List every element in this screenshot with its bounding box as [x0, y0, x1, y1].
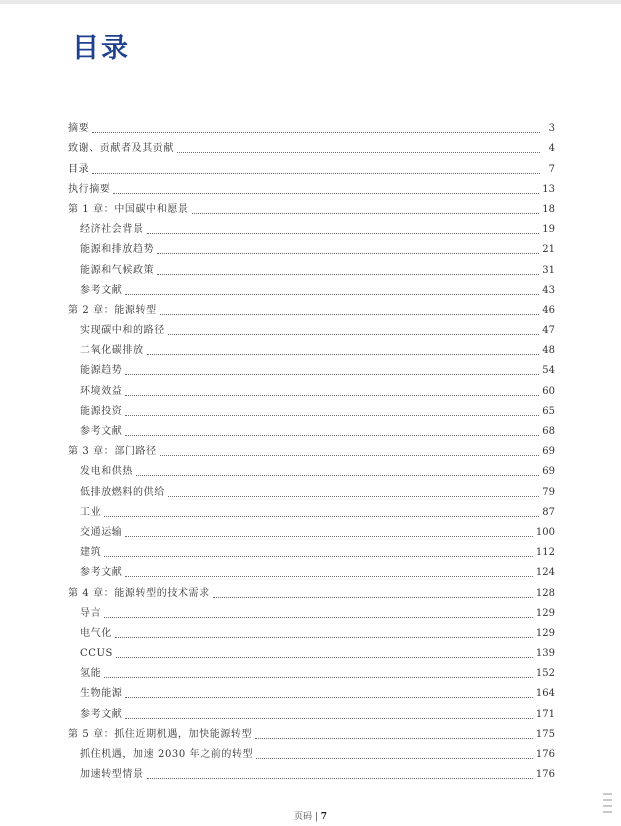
toc-subentry[interactable]	[68, 620, 555, 640]
toc-leader-dots	[125, 696, 533, 698]
toc-subentry[interactable]	[68, 600, 555, 620]
toc-leader-dots	[115, 636, 533, 638]
toc-leader-dots	[157, 252, 539, 254]
toc-entry-label: 摘要	[68, 123, 90, 135]
toc-entry-label: 参考文献	[80, 708, 123, 720]
toc-leader-dots	[125, 394, 539, 396]
toc-entry[interactable]	[68, 176, 555, 196]
toc-subentry[interactable]	[68, 256, 555, 276]
scroll-indicator-icon	[603, 793, 612, 813]
toc-entry-label: 加速转型情景	[80, 769, 144, 781]
toc-entry-label: 第 5 章：抓住近期机遇，加快能源转型	[68, 728, 253, 740]
toc-subentry[interactable]	[68, 499, 555, 519]
toc-entry-label: 参考文献	[80, 284, 123, 296]
footer-label: 页码	[293, 812, 312, 822]
toc-entry-label: 建筑	[80, 547, 102, 559]
toc-leader-dots	[116, 656, 533, 658]
toc-entry-label: 低排放燃料的供给	[80, 486, 165, 498]
toc-leader-dots	[125, 535, 533, 537]
toc-subentry[interactable]	[68, 357, 555, 377]
toc-leader-dots	[104, 676, 533, 678]
toc-page-number: 65	[542, 405, 555, 417]
toc-leader-dots	[147, 777, 533, 779]
toc-leader-dots	[125, 434, 539, 436]
toc-leader-dots	[213, 596, 533, 598]
table-of-contents	[68, 115, 555, 781]
top-border	[0, 0, 621, 4]
toc-leader-dots	[255, 737, 533, 739]
toc-subentry[interactable]	[68, 277, 555, 297]
toc-page-number: 19	[542, 224, 555, 236]
toc-page-number: 60	[542, 385, 555, 397]
toc-entry-label: 实现碳中和的路径	[80, 325, 165, 337]
toc-entry-label: 二氧化碳排放	[80, 345, 144, 357]
toc-leader-dots	[125, 575, 533, 577]
toc-page-number: 152	[535, 668, 555, 680]
toc-leader-dots	[125, 414, 539, 416]
toc-entry-label: 第 4 章：能源转型的技术需求	[68, 587, 210, 599]
toc-page-number: 3	[548, 123, 555, 135]
toc-entry-label: 执行摘要	[68, 183, 111, 195]
toc-leader-dots	[92, 131, 540, 133]
toc-leader-dots	[113, 192, 539, 194]
toc-leader-dots	[136, 474, 539, 476]
toc-page-number: 47	[542, 325, 555, 337]
toc-subentry[interactable]	[68, 700, 555, 720]
toc-entry-label: 交通运输	[80, 526, 123, 538]
toc-entry[interactable]	[68, 297, 555, 317]
toc-subentry[interactable]	[68, 640, 555, 660]
toc-subentry[interactable]	[68, 377, 555, 397]
footer-page-number: 7	[320, 812, 328, 822]
toc-leader-dots	[92, 172, 540, 174]
toc-entry[interactable]	[68, 438, 555, 458]
toc-entry[interactable]	[68, 196, 555, 216]
toc-leader-dots	[104, 616, 533, 618]
toc-subentry[interactable]	[68, 539, 555, 559]
toc-entry-label: 第 1 章：中国碳中和愿景	[68, 203, 189, 215]
toc-entry-label: 发电和供热	[80, 466, 133, 478]
toc-subentry[interactable]	[68, 418, 555, 438]
toc-leader-dots	[168, 495, 539, 497]
toc-subentry[interactable]	[68, 317, 555, 337]
toc-leader-dots	[157, 273, 539, 275]
toc-subentry[interactable]	[68, 216, 555, 236]
toc-page-number: 139	[535, 648, 555, 660]
toc-subentry[interactable]	[68, 458, 555, 478]
toc-subentry[interactable]	[68, 741, 555, 761]
toc-page-number: 69	[542, 446, 555, 458]
footer-separator: |	[314, 812, 318, 822]
toc-page-number: 68	[542, 426, 555, 437]
toc-page-number: 100	[535, 526, 555, 538]
toc-page-number: 176	[535, 769, 555, 781]
toc-leader-dots	[192, 212, 540, 214]
toc-entry-label: 第 2 章：能源转型	[68, 304, 157, 316]
toc-page-number: 124	[535, 567, 555, 579]
toc-entry-label: 目录	[68, 163, 90, 175]
toc-entry[interactable]	[68, 721, 555, 741]
toc-page-number: 18	[542, 203, 555, 215]
toc-leader-dots	[104, 515, 539, 517]
toc-entry-label: 参考文献	[80, 426, 123, 437]
toc-page-number: 129	[535, 607, 555, 619]
toc-page-number: 69	[542, 466, 555, 478]
toc-entry-label: 环境效益	[80, 385, 123, 397]
toc-leader-dots	[125, 373, 539, 375]
toc-page-number: 7	[548, 163, 555, 175]
toc-page-number: 13	[542, 183, 555, 195]
toc-page-number: 21	[542, 244, 555, 256]
toc-subentry[interactable]	[68, 680, 555, 700]
toc-subentry[interactable]	[68, 519, 555, 539]
toc-entry-label: 导言	[80, 607, 102, 619]
toc-page-number: 4	[548, 143, 555, 155]
toc-entry[interactable]	[68, 155, 555, 175]
page-title: 目录	[72, 33, 130, 64]
toc-entry-label: 工业	[80, 506, 102, 518]
toc-page-number: 112	[535, 547, 555, 559]
toc-entry-label: 经济社会背景	[80, 224, 144, 236]
toc-entry-label: 能源和气候政策	[80, 264, 155, 276]
toc-subentry[interactable]	[68, 761, 555, 781]
toc-entry[interactable]	[68, 579, 555, 599]
toc-page-number: 31	[542, 264, 555, 276]
toc-leader-dots	[147, 353, 540, 355]
toc-page-number: 46	[542, 304, 555, 316]
toc-entry-label: 致谢、贡献者及其贡献	[68, 143, 174, 155]
toc-leader-dots	[256, 757, 533, 759]
toc-leader-dots	[168, 333, 539, 335]
toc-entry-label: 生物能源	[80, 688, 123, 700]
page-footer	[0, 809, 621, 822]
toc-page-number: 54	[542, 365, 555, 377]
toc-leader-dots	[125, 717, 533, 719]
toc-entry-label: 第 3 章：部门路径	[68, 446, 157, 458]
toc-entry[interactable]	[68, 135, 555, 155]
toc-entry[interactable]	[68, 115, 555, 135]
toc-page-number: 129	[535, 627, 555, 639]
toc-subentry[interactable]	[68, 660, 555, 680]
toc-leader-dots	[147, 232, 540, 234]
toc-entry-label: 参考文献	[80, 567, 123, 579]
toc-subentry[interactable]	[68, 337, 555, 357]
toc-page-number: 48	[542, 345, 555, 357]
toc-entry-label: CCUS	[80, 648, 113, 660]
toc-entry-label: 抓住机遇，加速 2030 年之前的转型	[80, 749, 254, 760]
toc-entry-label: 电气化	[80, 627, 112, 639]
toc-subentry[interactable]	[68, 559, 555, 579]
toc-page-number: 79	[542, 486, 555, 498]
toc-entry-label: 能源和排放趋势	[80, 244, 155, 256]
toc-entry-label: 氢能	[80, 668, 102, 680]
toc-entry-label: 能源趋势	[80, 365, 123, 377]
toc-page-number: 87	[542, 506, 555, 518]
toc-page-number: 164	[535, 688, 555, 700]
toc-page-number: 171	[535, 708, 555, 720]
toc-subentry[interactable]	[68, 236, 555, 256]
toc-leader-dots	[125, 293, 539, 295]
toc-leader-dots	[160, 313, 540, 315]
toc-page-number: 128	[535, 587, 555, 599]
toc-page-number: 176	[535, 749, 555, 760]
toc-subentry[interactable]	[68, 398, 555, 418]
toc-subentry[interactable]	[68, 478, 555, 498]
toc-leader-dots	[160, 454, 540, 456]
toc-leader-dots	[104, 555, 533, 557]
toc-page-number: 43	[542, 284, 555, 296]
toc-entry-label: 能源投资	[80, 405, 123, 417]
toc-page-number: 175	[535, 728, 555, 740]
toc-leader-dots	[177, 151, 540, 153]
